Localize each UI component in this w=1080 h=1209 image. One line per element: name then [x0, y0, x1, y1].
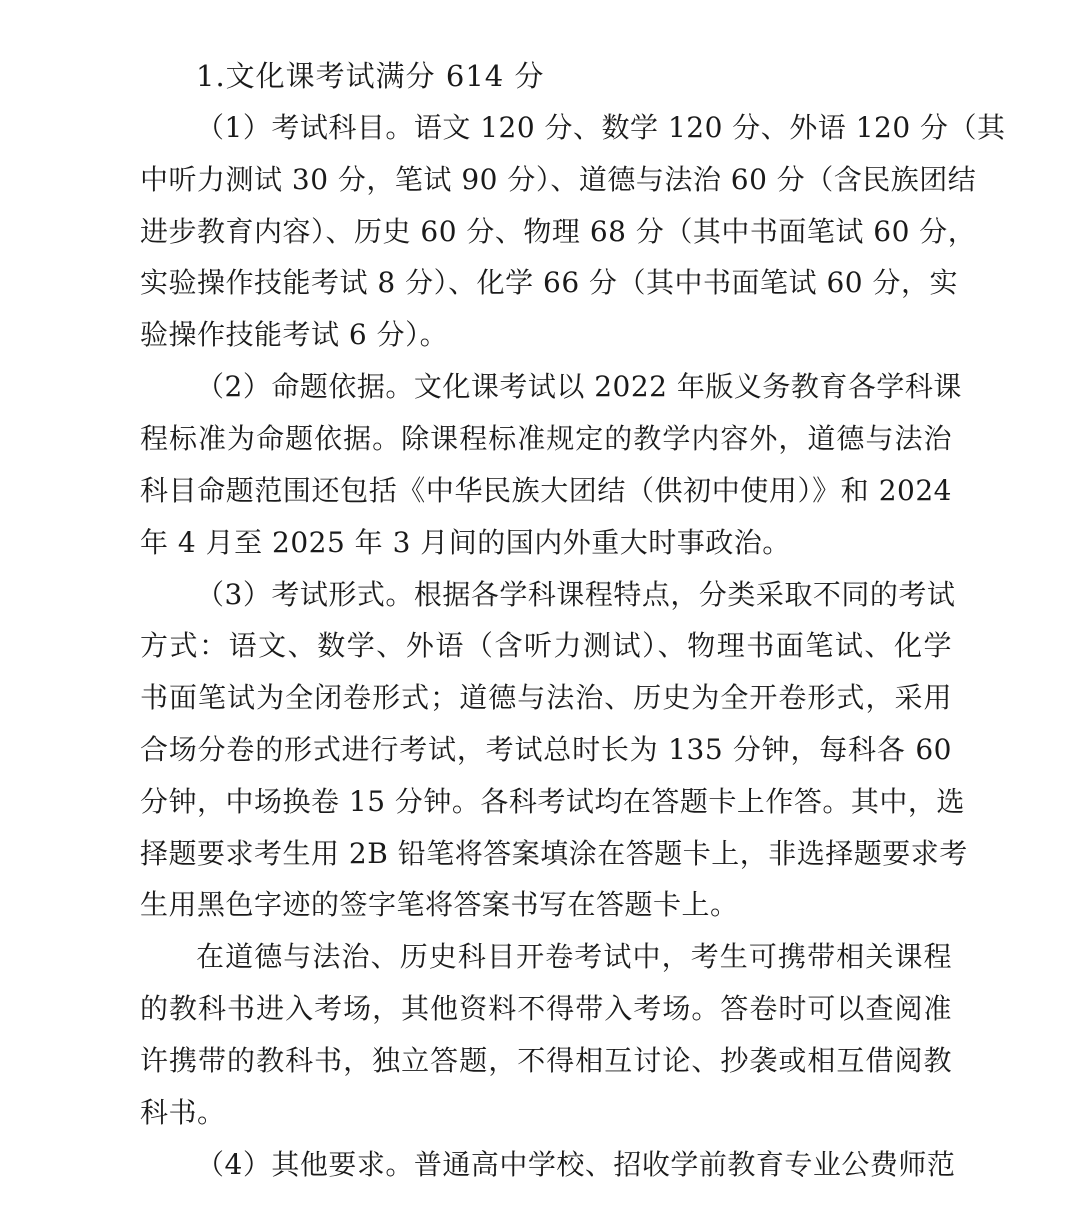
text-line: 许携带的教科书，独立答题，不得相互讨论、抄袭或相互借阅教 — [140, 1044, 952, 1077]
text-line: （4）其他要求。普通高中学校、招收学前教育专业公费师范 — [196, 1148, 956, 1181]
text-line: （2）命题依据。文化课考试以 2022 年版义务教育各学科课 — [196, 370, 962, 403]
section-heading: 1.文化课考试满分 614 分 — [196, 59, 545, 93]
text-line: 分钟，中场换卷 15 分钟。各科考试均在答题卡上作答。其中，选 — [140, 785, 965, 818]
text-line: 书面笔试为全闭卷形式；道德与法治、历史为全开卷形式，采用 — [140, 681, 952, 714]
text-line: 的教科书进入考场，其他资料不得带入考场。答卷时可以查阅准 — [140, 992, 952, 1025]
text-line: 方式：语文、数学、外语（含听力测试）、物理书面笔试、化学 — [140, 629, 952, 662]
text-line: 实验操作技能考试 8 分）、化学 66 分（其中书面笔试 60 分，实 — [140, 266, 958, 299]
text-line: 进步教育内容）、历史 60 分、物理 68 分（其中书面笔试 60 分， — [140, 215, 977, 248]
text-line: 科书。 — [140, 1096, 226, 1129]
text-line: 科目命题范围还包括《中华民族大团结（供初中使用）》和 2024 — [140, 474, 952, 507]
text-line: 在道德与法治、历史科目开卷考试中，考生可携带相关课程 — [196, 940, 952, 973]
text-line: （3）考试形式。根据各学科课程特点，分类采取不同的考试 — [196, 578, 956, 611]
text-line: 中听力测试 30 分，笔试 90 分）、道德与法治 60 分（含民族团结 — [140, 163, 977, 196]
text-line: （1）考试科目。语文 120 分、数学 120 分、外语 120 分（其 — [196, 111, 1006, 144]
text-line: 择题要求考生用 2B 铅笔将答案填涂在答题卡上，非选择题要求考 — [140, 837, 968, 870]
text-line: 年 4 月至 2025 年 3 月间的国内外重大时事政治。 — [140, 526, 791, 559]
text-line: 程标准为命题依据。除课程标准规定的教学内容外，道德与法治 — [140, 422, 952, 455]
text-line: 合场分卷的形式进行考试，考试总时长为 135 分钟，每科各 60 — [140, 733, 952, 766]
text-line: 生用黑色字迹的签字笔将答案书写在答题卡上。 — [140, 888, 739, 921]
text-line: 验操作技能考试 6 分）。 — [140, 318, 449, 351]
